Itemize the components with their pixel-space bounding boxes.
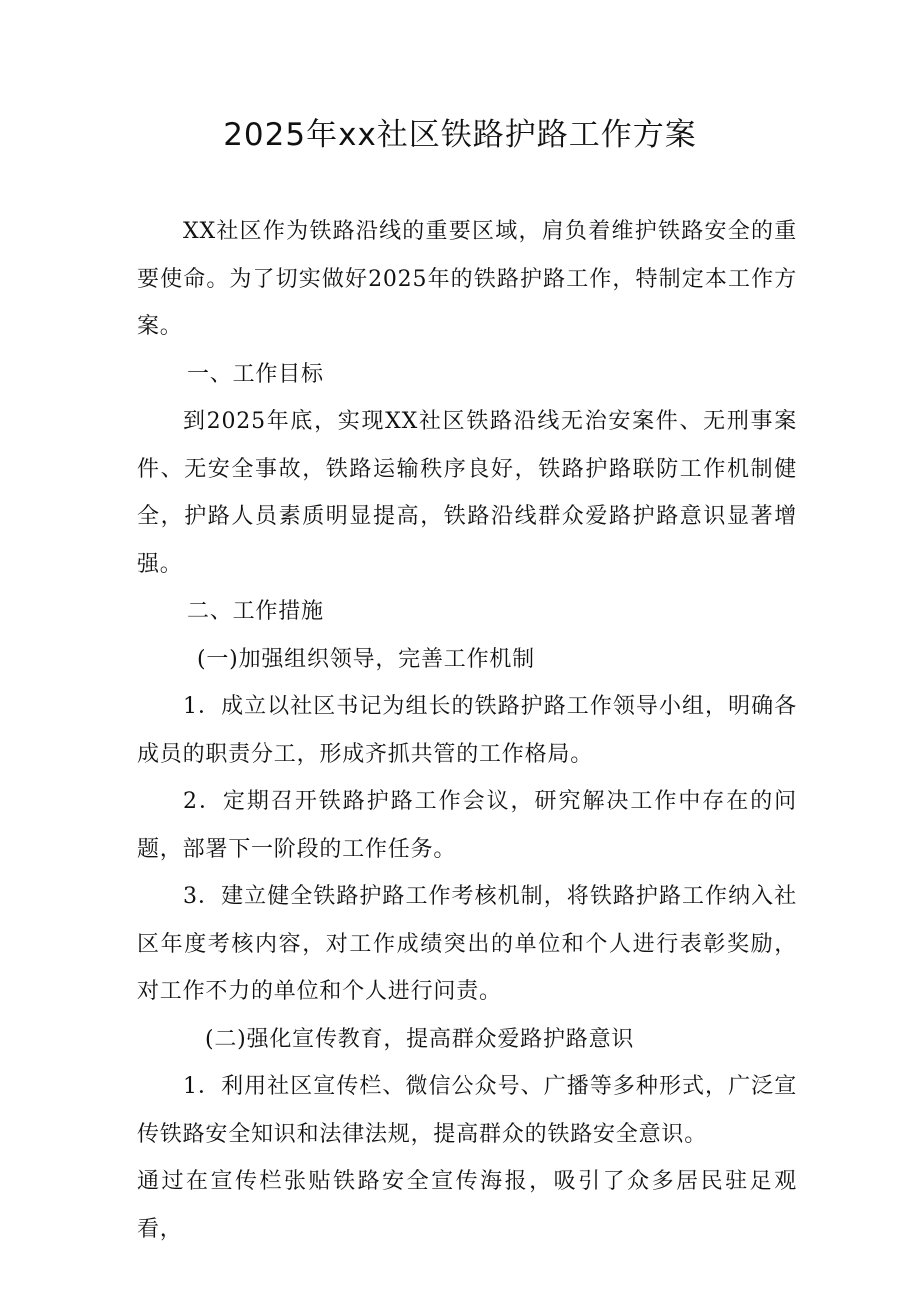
goals-paragraph: 到2025年底，实现XX社区铁路沿线无治安案件、无刑事案件、无安全事故，铁路运输秩序良好，铁路护路联防工作机制健全，护路人员素质明显提高，铁路沿线群众爱路护路意识显著增强。	[137, 409, 797, 577]
intro-paragraph: XX社区作为铁路沿线的重要区域，肩负着维护铁路安全的重要使命。为了切实做好2025年的铁路护路工作，特制定本工作方案。	[137, 219, 797, 339]
document-title: 2025年xx社区铁路护路工作方案	[223, 117, 697, 153]
subsection-heading-1: (一)加强组织领导，完善工作机制	[197, 646, 535, 672]
measure-1-1: 1．成立以社区书记为组长的铁路护路工作领导小组，明确各成员的职责分工，形成齐抓共管的工作格局。	[137, 694, 797, 767]
section-heading-goals: 一、工作目标	[187, 361, 324, 387]
measure-2-1-continued: 通过在宣传栏张贴铁路安全宣传海报，吸引了众多居民驻足观看，	[137, 1169, 797, 1242]
document-body	[137, 208, 797, 1253]
measure-1-3: 3．建立健全铁路护路工作考核机制，将铁路护路工作纳入社区年度考核内容，对工作成绩突出的单位和个人进行表彰奖励，对工作不力的单位和个人进行问责。	[137, 884, 797, 1004]
subsection-heading-2: (二)强化宣传教育，提高群众爱路护路意识	[205, 1026, 635, 1052]
section-heading-measures: 二、工作措施	[187, 599, 324, 624]
measure-2-1: 1．利用社区宣传栏、微信公众号、广播等多种形式，广泛宣传铁路安全知识和法律法规，提高群众的铁路安全意识。	[137, 1074, 797, 1147]
measure-1-2: 2．定期召开铁路护路工作会议，研究解决工作中存在的问题，部署下一阶段的工作任务。	[137, 789, 797, 862]
